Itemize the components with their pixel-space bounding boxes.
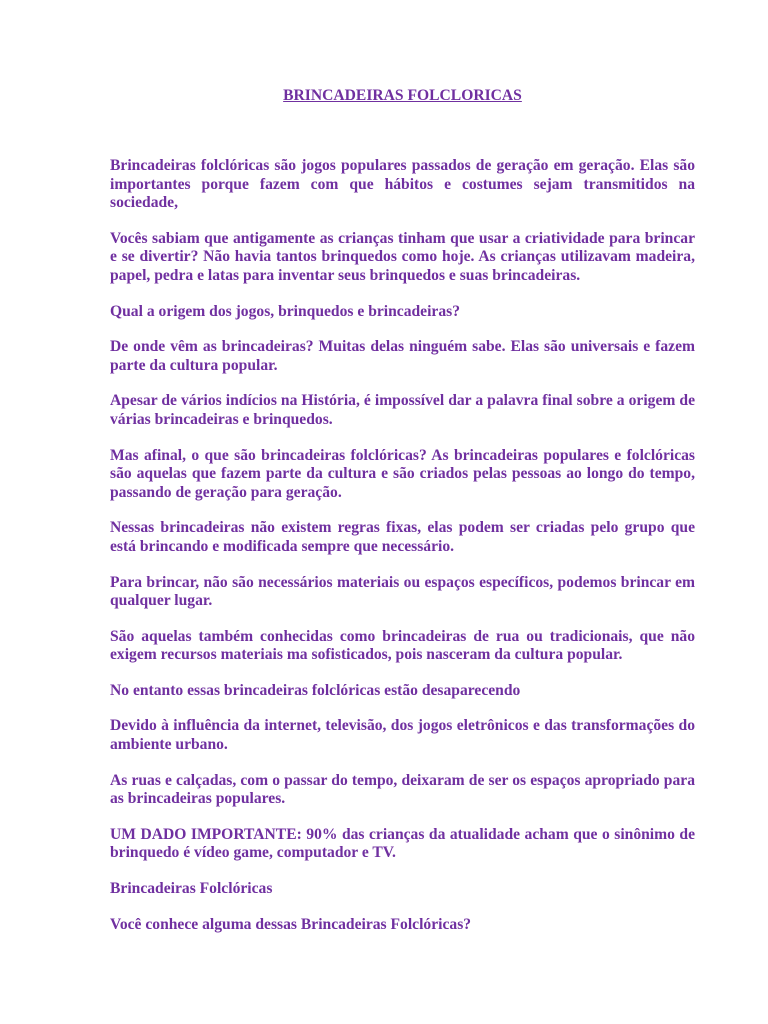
- paragraph-para-brincar: Para brincar, não são necessários materiais ou espaços específicos, podemos brincar em qualquer lugar.: [110, 573, 695, 610]
- paragraph-mas-afinal: Mas afinal, o que são brincadeiras folclóricas? As brincadeiras populares e folclóricas são aquelas que fazem parte da cultura e são criados pelas pessoas ao longo do tempo, passando de geração para geração.: [110, 446, 695, 501]
- paragraph-rua: São aquelas também conhecidas como brincadeiras de rua ou tradicionais, que não exigem recursos materiais ma sofisticados, pois nasceram da cultura popular.: [110, 627, 695, 664]
- paragraph-de-onde: De onde vêm as brincadeiras? Muitas delas ninguém sabe. Elas são universais e fazem parte da cultura popular.: [110, 338, 695, 374]
- paragraph-antigamente: Vocês sabiam que antigamente as crianças tinham que usar a criatividade para brincar e se divertir? Não havia tantos brinquedos como hoje. As crianças utilizavam madeira, papel, pedra e latas para inventar seus brinquedos e suas brincadeiras.: [110, 229, 695, 284]
- paragraph-final-question: Você conhece alguma dessas Brincadeiras Folclóricas?: [110, 915, 472, 933]
- document-body: [110, 157, 695, 951]
- paragraph-intro: Brincadeiras folclóricas são jogos populares passados de geração em geração. Elas são importantes porque fazem com que hábitos e costumes sejam transmitidos na sociedade,: [110, 157, 695, 212]
- paragraph-question-origin: Qual a origem dos jogos, brinquedos e brincadeiras?: [110, 302, 461, 320]
- document-title: BRINCADEIRAS FOLCLORICAS: [283, 87, 522, 104]
- paragraph-regras: Nessas brincadeiras não existem regras fixas, elas podem ser criadas pelo grupo que está brincando e modificada sempre que necessário.: [110, 519, 695, 555]
- paragraph-ruas: As ruas e calçadas, com o passar do tempo, deixaram de ser os espaços apropriado para as brincadeiras populares.: [110, 771, 695, 808]
- paragraph-influencia: Devido à influência da internet, televisão, dos jogos eletrônicos e das transformações do ambiente urbano.: [110, 717, 695, 754]
- paragraph-subheading: Brincadeiras Folclóricas: [110, 880, 273, 898]
- paragraph-apesar: Apesar de vários indícios na História, é impossível dar a palavra final sobre a origem de várias brincadeiras e brinquedos.: [110, 392, 695, 428]
- paragraph-dado-importante: UM DADO IMPORTANTE: 90% das crianças da atualidade acham que o sinônimo de brinquedo é vídeo game, computador e TV.: [110, 825, 695, 862]
- paragraph-desaparecendo: No entanto essas brincadeiras folclóricas estão desaparecendo: [110, 681, 521, 699]
